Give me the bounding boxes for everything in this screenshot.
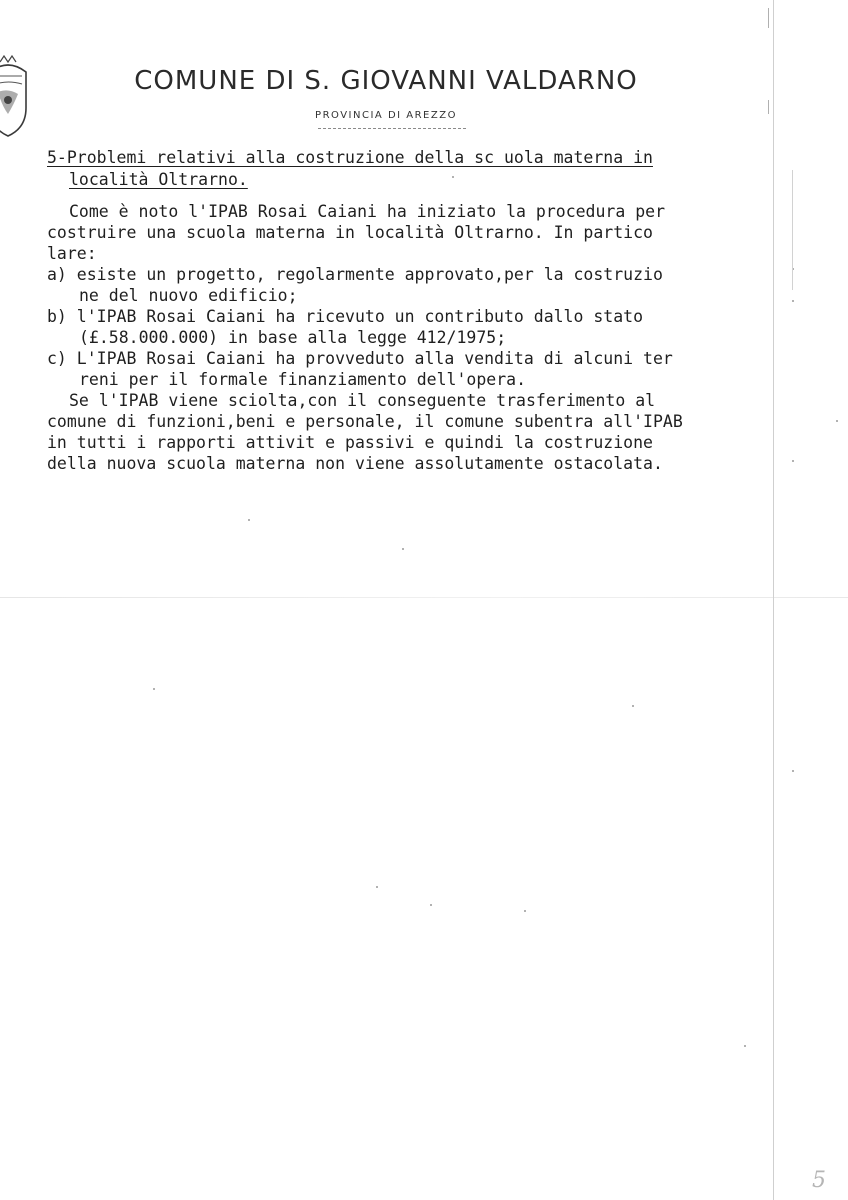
scan-speck [792,460,794,462]
scan-speck [402,548,404,550]
intro-line: Come è noto l'IPAB Rosai Caiani ha iniziato la procedura per [69,202,666,221]
list-item-b: b) l'IPAB Rosai Caiani ha ricevuto un contributo dallo stato [47,307,644,326]
margin-page-number: 5 [812,1168,826,1193]
letterhead-subtitle: PROVINCIA DI AREZZO [315,110,457,121]
section-heading-cont: località Oltrarno. [69,170,248,189]
conclusion-line: della nuova scuola materna non viene assolutamente ostacolata. [47,454,663,473]
scan-page-edge [773,0,774,1200]
scan-speck [524,910,526,912]
letterhead-title: COMUNE DI S. GIOVANNI VALDARNO [134,66,638,96]
scan-speck [430,904,432,906]
scan-speck [452,176,454,178]
list-item-a: a) esiste un progetto, regolarmente approvato,per la costruzio [47,265,663,284]
scan-speck [153,688,155,690]
scan-speck [376,886,378,888]
intro-line: costruire una scuola materna in località Oltrarno. In partico [47,223,653,242]
letterhead-rule [318,128,466,129]
list-item-c-cont: reni per il formale finanziamento dell'opera. [79,370,527,389]
scan-speck [836,420,838,422]
scan-speck [792,770,794,772]
scan-speck [792,300,794,302]
conclusion-line: in tutti i rapporti attivit e passivi e quindi la costruzione [47,433,653,452]
scan-speck [248,519,250,521]
list-item-c: c) L'IPAB Rosai Caiani ha provveduto alla vendita di alcuni ter [47,349,673,368]
scan-fold-line [0,597,848,598]
list-item-b-cont: (£.58.000.000) in base alla legge 412/1975; [79,328,507,347]
intro-line: lare: [47,244,97,263]
scan-speck [632,705,634,707]
section-heading: 5-Problemi relativi alla costruzione della sc uola materna in [47,148,653,167]
scan-edge-mark [768,8,769,28]
conclusion-line: comune di funzioni,beni e personale, il comune subentra all'IPAB [47,412,683,431]
conclusion-line: Se l'IPAB viene sciolta,con il conseguente trasferimento al [69,391,656,410]
scan-speck [744,1045,746,1047]
scan-edge-mark [768,100,769,114]
list-item-a-cont: ne del nuovo edificio; [79,286,298,305]
scan-edge-mark [792,170,793,290]
